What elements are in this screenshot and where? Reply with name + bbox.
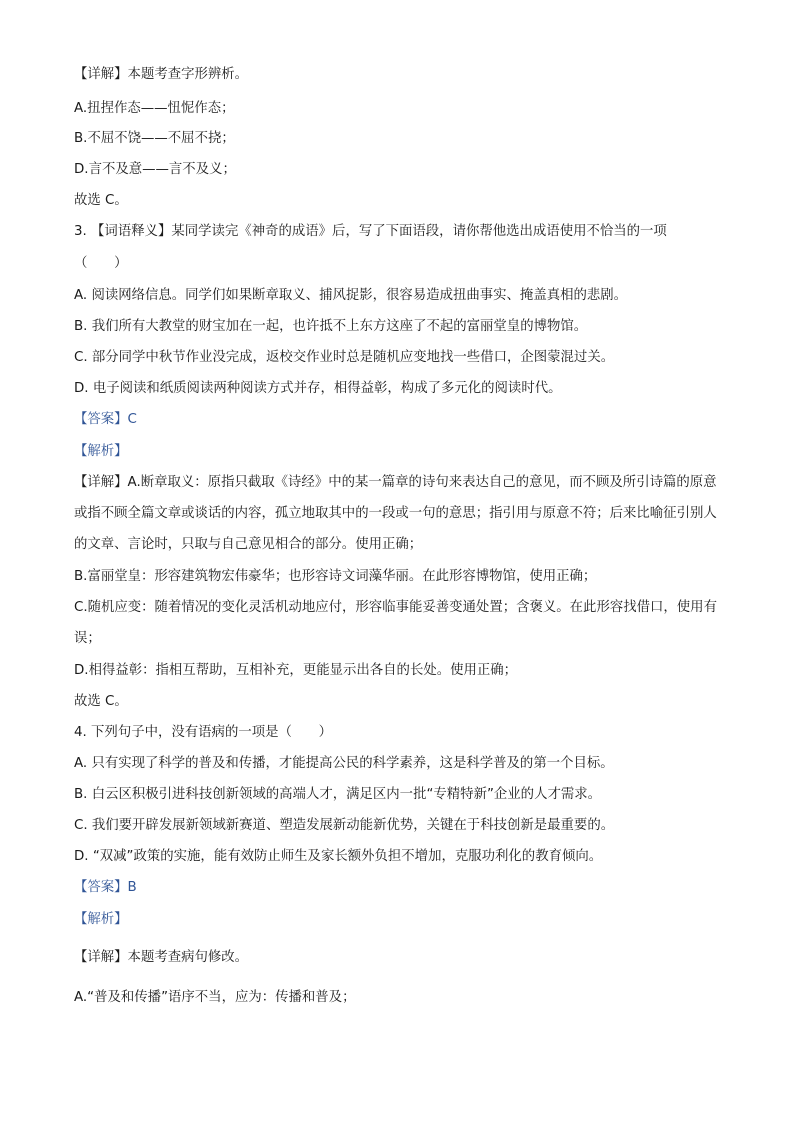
question-4-option-a: A. 只有实现了科学的普及和传播，才能提高公民的科学素养，这是科学普及的第一个目标。 bbox=[74, 756, 614, 771]
question-3-blank: （ ） bbox=[74, 256, 128, 271]
analysis-label: 【解析】 bbox=[74, 444, 128, 459]
detail-paragraph-b: B.富丽堂皇：形容建筑物宏伟豪华；也形容诗文词藻华丽。在此形容博物馆，使用正确； bbox=[74, 569, 597, 584]
question-3-option-a: A. 阅读网络信息。同学们如果断章取义、捕风捉影，很容易造成扭曲事实、掩盖真相的悲剧。 bbox=[74, 288, 628, 303]
analysis-label: 【解析】 bbox=[74, 912, 128, 927]
answer-label: 【答案】B bbox=[74, 880, 137, 895]
detail-line: 【详解】本题考查字形辨析。 bbox=[74, 67, 249, 82]
question-3-stem: 3. 【词语释义】某同学读完《神奇的成语》后，写了下面语段，请你帮他选出成语使用不恰当的一项 bbox=[74, 224, 667, 239]
detail-paragraph-c: C.随机应变：随着情况的变化灵活机动地应付，形容临事能妥善变通处置；含褒义。在此形容找借口，使用有误； bbox=[74, 600, 717, 646]
question-3-option-c: C. 部分同学中秋节作业没完成，返校交作业时总是随机应变地找一些借口，企图蒙混过关。 bbox=[74, 350, 615, 365]
answer-choice: 故选 C。 bbox=[74, 694, 128, 709]
question-3-option-d: D. 电子阅读和纸质阅读两种阅读方式并存，相得益彰，构成了多元化的阅读时代。 bbox=[74, 381, 562, 396]
detail-paragraph-d: D.相得益彰：指相互帮助，互相补充，更能显示出各自的长处。使用正确； bbox=[74, 663, 518, 678]
question-3-option-b: B. 我们所有大教堂的财宝加在一起，也许抵不上东方这座了不起的富丽堂皇的博物馆。 bbox=[74, 319, 588, 334]
question-4-option-b: B. 白云区积极引进科技创新领域的高端人才，满足区内一批“专精特新”企业的人才需求。 bbox=[74, 787, 602, 802]
option-analysis-d: D.言不及意——言不及义； bbox=[74, 162, 236, 177]
detail-paragraph-a: 【详解】A.断章取义：原指只截取《诗经》中的某一篇章的诗句来表达自己的意见，而不顾及所引诗篇的原意或指不顾全篇文章或谈话的内容，孤立地取其中的一段或一句的意思；指引用与原意不符；后来比喻征引别人的文章、言论时，只取与自己意见相合的部分。使用正确； bbox=[74, 475, 717, 552]
question-4-option-d: D. “双减”政策的实施，能有效防止师生及家长额外负担不增加，克服功利化的教育倾向。 bbox=[74, 849, 603, 864]
question-4-option-c: C. 我们要开辟发展新领域新赛道、塑造发展新动能新优势，关键在于科技创新是最重要的。 bbox=[74, 818, 615, 833]
option-analysis-a: A.扭捏作态——忸怩作态； bbox=[74, 101, 235, 116]
option-analysis-a: A.“普及和传播”语序不当，应为：传播和普及； bbox=[74, 990, 356, 1005]
option-analysis-b: B.不屈不饶——不屈不挠； bbox=[74, 131, 235, 146]
answer-label: 【答案】C bbox=[74, 412, 137, 427]
detail-line: 【详解】本题考查病句修改。 bbox=[74, 950, 249, 965]
answer-choice: 故选 C。 bbox=[74, 193, 128, 208]
question-4-stem: 4. 下列句子中，没有语病的一项是（ ） bbox=[74, 725, 333, 740]
